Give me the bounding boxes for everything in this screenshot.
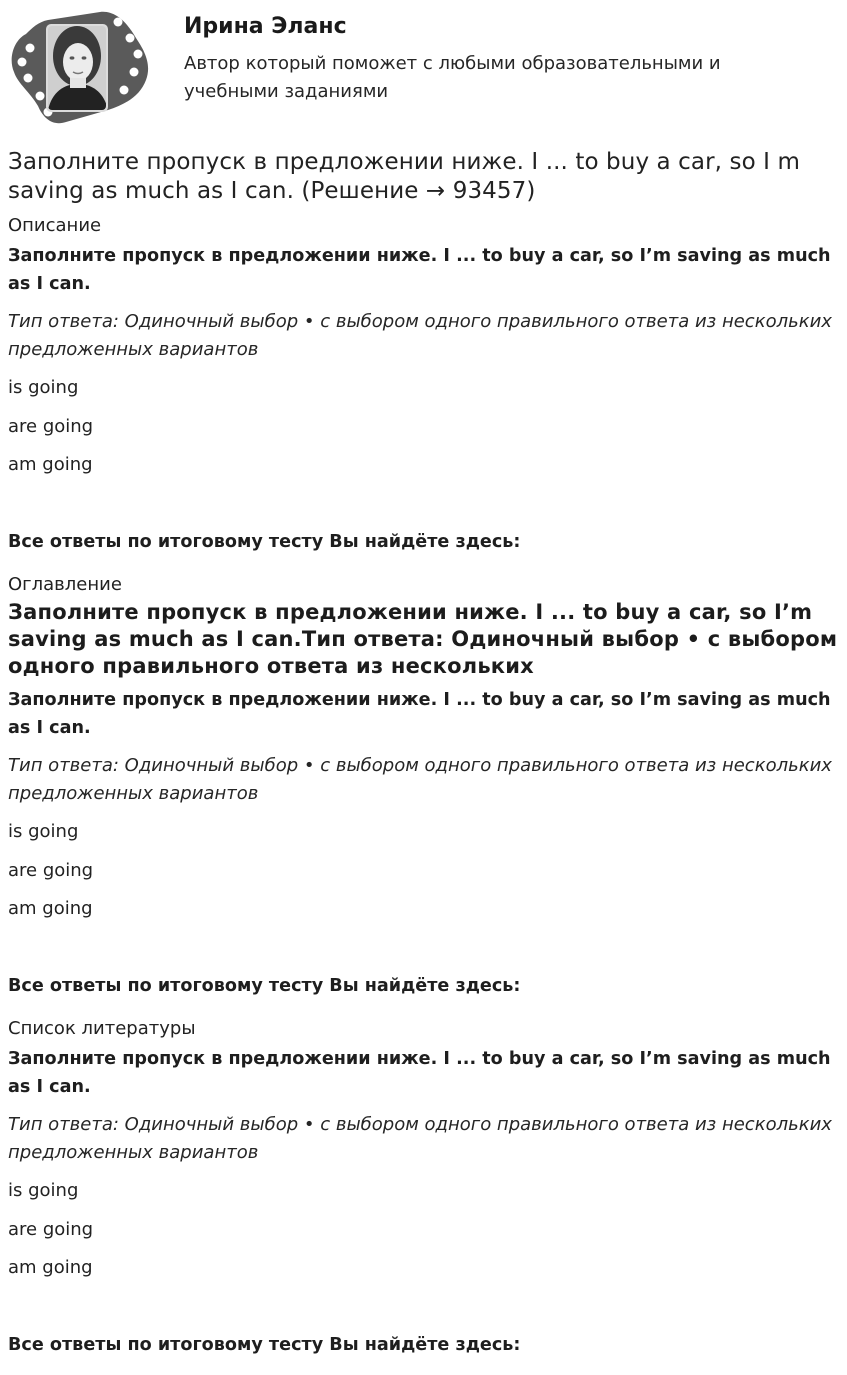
all-answers-text: Все ответы по итоговому тесту Вы найдёте здесь: bbox=[8, 1335, 521, 1355]
options-list bbox=[8, 1179, 838, 1280]
description-section bbox=[8, 214, 838, 554]
toc-heading: Заполните пропуск в предложении ниже. I ... to buy a car, so I’m saving as much as I can.Тип ответа: Одиночный выбор • с выбором одного правильного ответа из нескольких bbox=[8, 600, 838, 678]
description-label: Описание bbox=[8, 215, 102, 236]
option-item: are going bbox=[8, 859, 94, 881]
question-text: Заполните пропуск в предложении ниже. I ... to buy a car, so I’m saving as much as I can. bbox=[8, 246, 831, 294]
question-text: Заполните пропуск в предложении ниже. I ... to buy a car, so I’m saving as much as I can. bbox=[8, 690, 831, 738]
option-item: am going bbox=[8, 1257, 93, 1278]
answer-type: Тип ответа: Одиночный выбор • с выбором одного правильного ответа из нескольких предложенных вариантов bbox=[8, 755, 832, 804]
answer-type: Тип ответа: Одиночный выбор • с выбором одного правильного ответа из нескольких предложенных вариантов bbox=[8, 311, 832, 360]
option-item: is going bbox=[8, 377, 79, 398]
all-answers-text: Все ответы по итоговому тесту Вы найдёте здесь: bbox=[8, 532, 521, 552]
option-item: is going bbox=[8, 821, 79, 842]
options-list bbox=[8, 376, 838, 477]
all-answers-text: Все ответы по итоговому тесту Вы найдёте здесь: bbox=[8, 976, 521, 996]
option-item: are going bbox=[8, 415, 94, 437]
literature-label: Список литературы bbox=[8, 1018, 196, 1039]
option-item: are going bbox=[8, 1218, 94, 1240]
avatar-photo-icon[interactable] bbox=[8, 6, 154, 128]
option-item: am going bbox=[8, 454, 93, 475]
option-item: is going bbox=[8, 1180, 79, 1201]
option-item: am going bbox=[8, 898, 93, 919]
author-card bbox=[8, 0, 838, 130]
options-list bbox=[8, 820, 838, 921]
author-name[interactable]: Ирина Эланс bbox=[184, 14, 347, 39]
toc-label: Оглавление bbox=[8, 574, 122, 595]
question-text: Заполните пропуск в предложении ниже. I ... to buy a car, so I’m saving as much as I can. bbox=[8, 1049, 831, 1097]
author-description: Автор который поможет с любыми образовательными и учебными заданиями bbox=[184, 53, 721, 102]
page bbox=[8, 0, 838, 1357]
page-title: Заполните пропуск в предложении ниже. I ... to buy a car, so I m saving as much as I can. (Решение → 93457) bbox=[8, 149, 800, 204]
toc-section bbox=[8, 573, 838, 998]
answer-type: Тип ответа: Одиночный выбор • с выбором одного правильного ответа из нескольких предложенных вариантов bbox=[8, 1114, 832, 1163]
literature-section bbox=[8, 1017, 838, 1357]
